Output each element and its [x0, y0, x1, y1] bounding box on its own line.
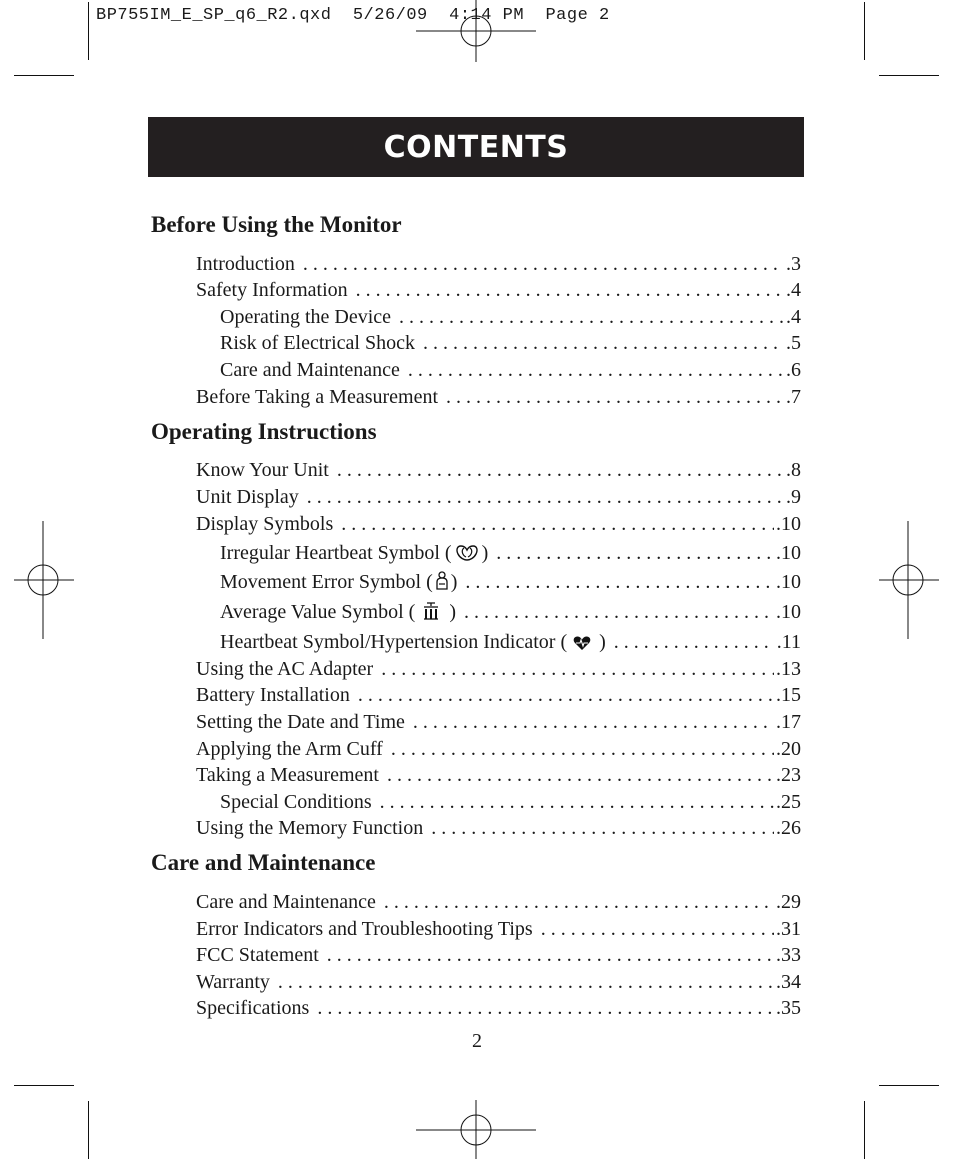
- toc-subentry[interactable]: Care and Maintenance . . . .6: [220, 358, 801, 382]
- crop-mark: [88, 2, 89, 60]
- toc-entry[interactable]: Unit Display . . . .9: [196, 485, 801, 509]
- registration-mark-icon: [14, 521, 74, 639]
- registration-mark-icon: [416, 1100, 536, 1159]
- toc-subentry[interactable]: Risk of Electrical Shock . . . .5: [220, 331, 801, 355]
- toc-entry[interactable]: Taking a Measurement . . . .23: [196, 763, 801, 787]
- toc-subentry[interactable]: Movement Error Symbol ( ) . . . .10: [220, 570, 801, 594]
- toc-subentry[interactable]: Special Conditions . . . .25: [220, 790, 801, 814]
- toc-entry[interactable]: Using the Memory Function . . . .26: [196, 816, 801, 840]
- section-title-before-using: Before Using the Monitor: [151, 212, 402, 237]
- toc-entry[interactable]: FCC Statement . . . .33: [196, 943, 801, 967]
- average-value-icon: [421, 601, 441, 621]
- toc-entry[interactable]: Know Your Unit . . . .8: [196, 458, 801, 482]
- registration-mark-icon: [416, 0, 536, 62]
- page-number: 2: [472, 1030, 482, 1052]
- toc-entry[interactable]: Setting the Date and Time . . . .17: [196, 710, 801, 734]
- crop-mark: [864, 2, 865, 60]
- toc-entry[interactable]: Introduction . . . .3: [196, 252, 801, 276]
- toc-entry[interactable]: Display Symbols . . . .10: [196, 512, 801, 536]
- contents-title: CONTENTS: [383, 129, 569, 165]
- toc-subentry[interactable]: Heartbeat Symbol/Hypertension Indicator ( ) . . . .11: [220, 630, 801, 654]
- movement-error-icon: [434, 571, 450, 591]
- toc-entry[interactable]: Care and Maintenance . . . .29: [196, 890, 801, 914]
- irregular-heartbeat-icon: [455, 544, 479, 562]
- toc-subentry[interactable]: Average Value Symbol ( ) . . . .10: [220, 600, 801, 624]
- toc-entry[interactable]: Before Taking a Measurement . . . .7: [196, 385, 801, 409]
- crop-mark: [88, 1101, 89, 1159]
- section-title-operating-instructions: Operating Instructions: [151, 419, 377, 444]
- crop-mark: [14, 75, 74, 76]
- crop-mark: [14, 1085, 74, 1086]
- print-slug: BP755IM_E_SP_q6_R2.qxd 5/26/09 4:14 PM Page 2: [96, 6, 610, 25]
- crop-mark: [879, 1085, 939, 1086]
- toc-entry[interactable]: Safety Information . . . .4: [196, 278, 801, 302]
- crop-mark: [864, 1101, 865, 1159]
- toc-entry[interactable]: Battery Installation . . . .15: [196, 683, 801, 707]
- toc-entry[interactable]: Specifications . . . .35: [196, 996, 801, 1020]
- toc-entry[interactable]: Applying the Arm Cuff . . . .20: [196, 737, 801, 761]
- contents-banner: [148, 117, 804, 177]
- toc-subentry[interactable]: Operating the Device . . . .4: [220, 305, 801, 329]
- crop-mark: [879, 75, 939, 76]
- toc-entry[interactable]: Using the AC Adapter . . . .13: [196, 657, 801, 681]
- toc-entry[interactable]: Warranty . . . .34: [196, 970, 801, 994]
- toc-entry[interactable]: Error Indicators and Troubleshooting Tips . . . .31: [196, 917, 801, 941]
- section-title-care-maintenance: Care and Maintenance: [151, 850, 376, 875]
- heartbeat-indicator-icon: [573, 635, 591, 651]
- toc-subentry[interactable]: Irregular Heartbeat Symbol ( ) . . . .10: [220, 541, 801, 565]
- registration-mark-icon: [879, 521, 939, 639]
